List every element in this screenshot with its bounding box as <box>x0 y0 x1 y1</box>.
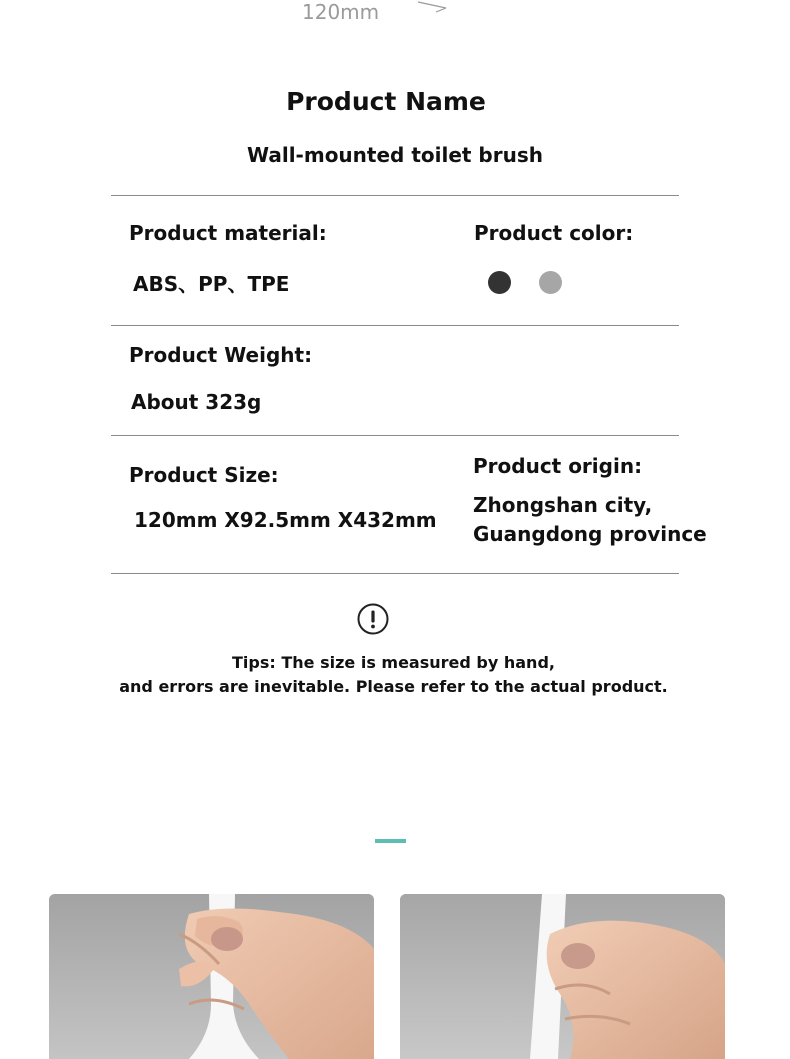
size-label: Product Size: <box>129 463 279 487</box>
product-photo-left <box>49 894 374 1059</box>
dimension-arrow-icon <box>416 0 452 14</box>
divider <box>111 195 679 196</box>
color-swatch-gray <box>539 271 562 294</box>
material-value: ABS、PP、TPE <box>133 272 290 296</box>
tips-line-1: Tips: The size is measured by hand, <box>232 653 555 672</box>
weight-label: Product Weight: <box>129 343 313 367</box>
product-name-value: Wall-mounted toilet brush <box>247 143 543 167</box>
origin-label: Product origin: <box>473 454 643 478</box>
hand-holding-brush-image <box>400 894 725 1059</box>
color-swatch-dark <box>488 271 511 294</box>
divider <box>111 325 679 326</box>
product-name-heading: Product Name <box>286 87 486 116</box>
color-label: Product color: <box>474 221 634 245</box>
tips-text <box>0 651 787 699</box>
origin-value-line2: Guangdong province <box>473 522 707 546</box>
divider <box>111 435 679 436</box>
top-dimension-label: 120mm <box>302 0 380 24</box>
product-photo-right <box>400 894 725 1059</box>
section-accent-bar <box>375 839 406 843</box>
divider <box>111 573 679 574</box>
weight-value: About 323g <box>131 390 262 414</box>
exclamation-circle-icon <box>357 603 389 635</box>
origin-value-line1: Zhongshan city, <box>473 493 653 517</box>
hand-holding-brush-image <box>49 894 374 1059</box>
size-value: 120mm X92.5mm X432mm <box>134 508 437 532</box>
material-label: Product material: <box>129 221 327 245</box>
tips-line-2: and errors are inevitable. Please refer to the actual product. <box>119 677 668 696</box>
